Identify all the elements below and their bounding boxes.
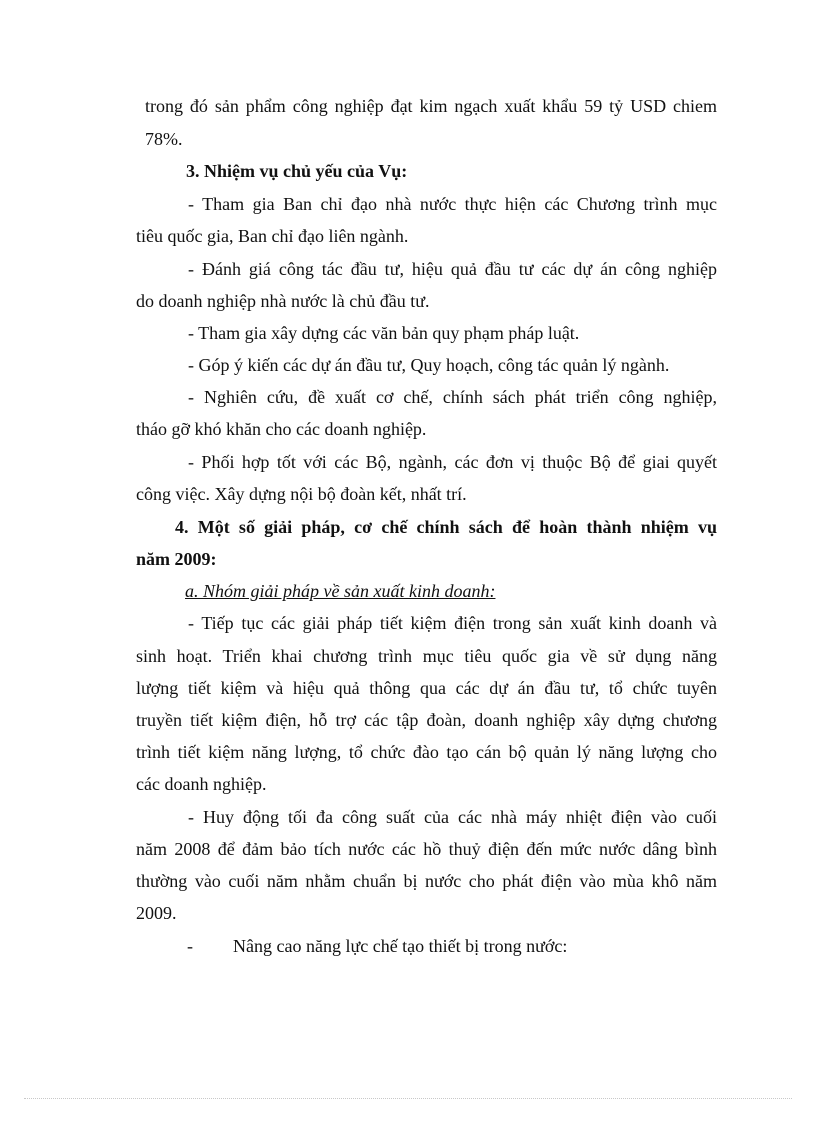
text-line: - Phối hợp tốt với các Bộ, ngành, các đơn vị thuộc Bộ để giai quyết [188,452,717,472]
text-line: sinh hoạt. Triển khai chương trình mục tiêu quốc gia về sử dụng năng [136,646,717,666]
text-line: năm 2008 để đảm bảo tích nước các hồ thuỷ điện đến mức nước dâng bình [136,839,717,859]
text-line: trong đó sản phẩm công nghiệp đạt kim ngạch xuất khẩu 59 tỷ USD chiem [145,96,717,116]
text-line: tiêu quốc gia, Ban chỉ đạo liên ngành. [136,226,409,246]
text-line: - Tiếp tục các giải pháp tiết kiệm điện trong sản xuất kinh doanh và [188,613,717,633]
text-line: tháo gỡ khó khăn cho các doanh nghiệp. [136,419,427,439]
text-line: - Tham gia xây dựng các văn bản quy phạm pháp luật. [188,323,580,343]
text-line: lượng tiết kiệm và hiệu quả thông qua các dự án đầu tư, tổ chức tuyên [136,678,717,698]
text-line: trình tiết kiệm năng lượng, tổ chức đào tạo cán bộ quản lý năng lượng cho [136,742,717,762]
text-line: - Tham gia Ban chỉ đạo nhà nước thực hiện các Chương trình mục [188,194,717,214]
text-line: truyền tiết kiệm điện, hỗ trợ các tập đoàn, doanh nghiệp xây dựng chương [136,710,717,730]
text-line: công việc. Xây dựng nội bộ đoàn kết, nhất trí. [136,484,467,504]
text-line: 2009. [136,903,177,923]
section-heading: 4. Một số giải pháp, cơ chế chính sách để hoàn thành nhiệm vụ [175,517,717,537]
text-line: 78%. [145,129,183,149]
section-heading: 3. Nhiệm vụ chủ yếu của Vụ: [186,161,408,181]
text-line: thường vào cuối năm nhằm chuẩn bị nước cho phát điện vào mùa khô năm [136,871,717,891]
text-line: - Đánh giá công tác đầu tư, hiệu quả đầu tư các dự án công nghiệp [188,259,717,279]
list-bullet: - [187,936,193,956]
page-bottom-rule [24,1098,792,1099]
text-line: - Nghiên cứu, đề xuất cơ chế, chính sách phát triển công nghiệp, [188,387,717,407]
section-heading: năm 2009: [136,549,217,569]
text-line: do doanh nghiệp nhà nước là chủ đầu tư. [136,291,430,311]
text-line: - Góp ý kiến các dự án đầu tư, Quy hoạch, công tác quản lý ngành. [188,355,670,375]
subsection-heading: a. Nhóm giải pháp về sản xuất kinh doanh: [185,581,496,601]
text-line: - Huy động tối đa công suất của các nhà máy nhiệt điện vào cuối [188,807,717,827]
text-line: Nâng cao năng lực chế tạo thiết bị trong nước: [233,936,568,956]
text-line: các doanh nghiệp. [136,774,267,794]
